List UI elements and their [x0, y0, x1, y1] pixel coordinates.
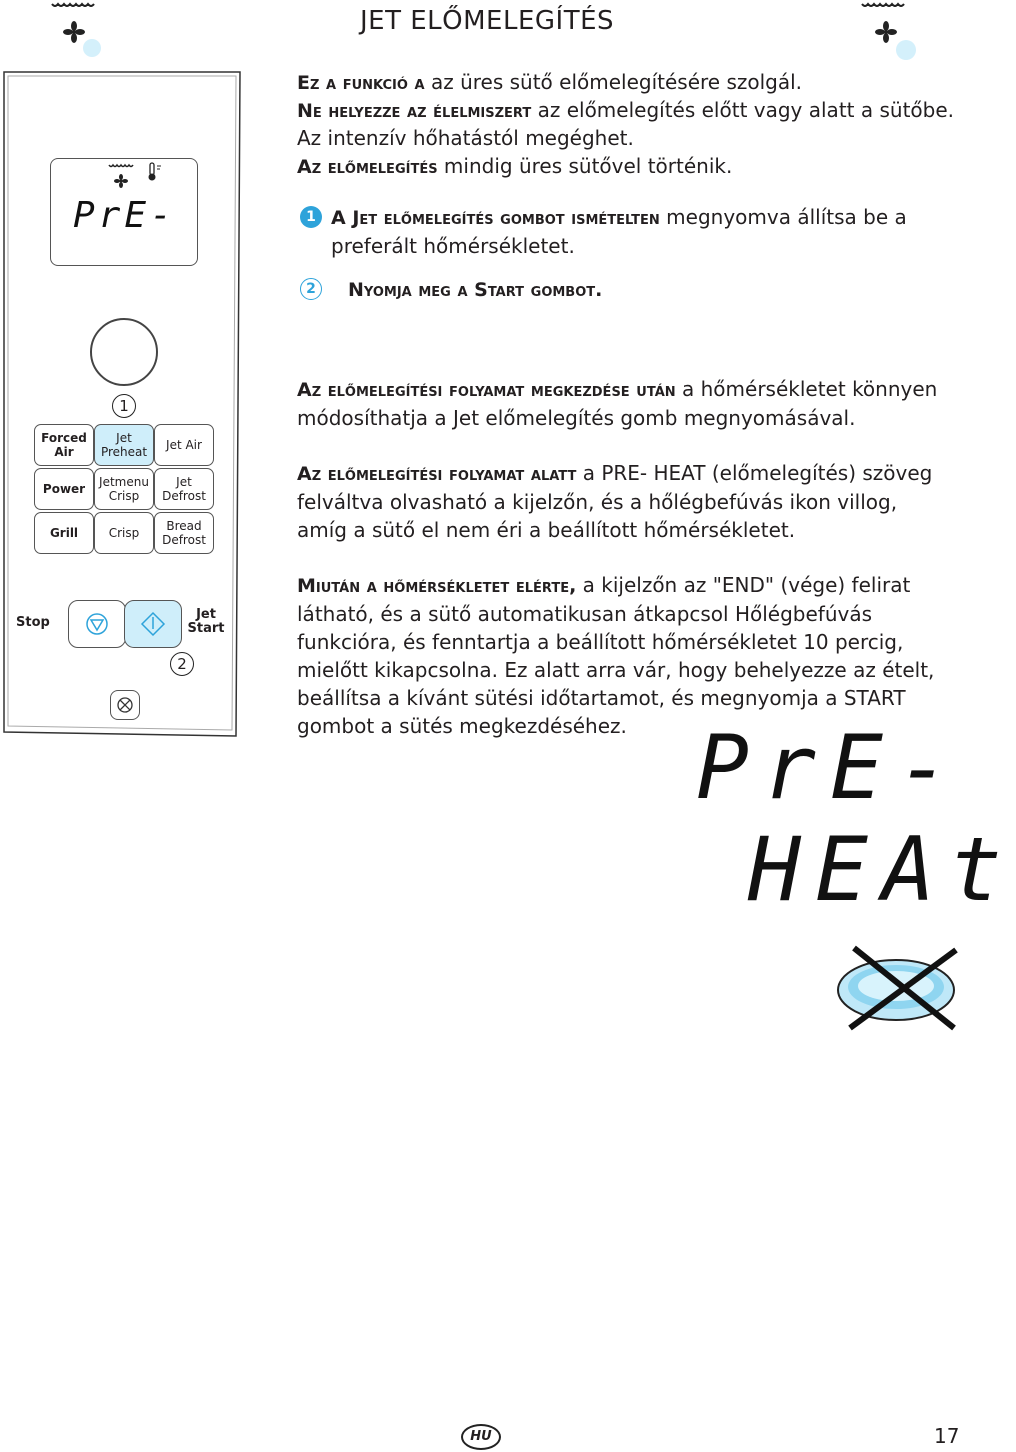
intro-line-3: Az intenzív hőhatástól megéghet.: [297, 126, 634, 150]
control-panel: [2, 70, 242, 736]
power-button[interactable]: Power: [34, 468, 94, 510]
callout-number-2: 2: [170, 652, 194, 676]
step-1-badge: 1: [300, 206, 322, 228]
jet-air-button[interactable]: Jet Air: [154, 424, 214, 466]
jet-start-label: Jet Start: [187, 607, 225, 636]
paragraph-after-temperature: Miután a hőmérsékletet elérte, a kijelzőn az "END" (vége) felirat látható, és a sütő automatikusan átkapcsol Hőlégbefúvás funkcióra, és fenntartja a beállított hőmérsékletet 10 percig, mielőtt kikapcsolna. Ez alatt arra vár, hogy behelyezze az ételt, beállítsa a kívánt sütési időtartamot, és megnyomja a START gombot a sütés megkezdéséhez.: [297, 573, 935, 738]
control-dial[interactable]: [90, 318, 158, 386]
large-display-line-1: PrE-: [696, 716, 964, 819]
page-title: JET ELŐMELEGÍTÉS: [360, 6, 615, 36]
intro-line-1: Ez a funkció a az üres sütő előmelegítésére szolgál.: [297, 70, 803, 94]
fan-icon-right: [860, 0, 930, 70]
bread-defrost-button[interactable]: Bread Defrost: [154, 512, 214, 554]
lock-button[interactable]: [110, 690, 140, 720]
stop-label: Stop: [16, 615, 50, 630]
panel-display-text: PrE-: [73, 195, 176, 236]
intro-line-4: Az előmelegítés mindig üres sütővel történik.: [297, 154, 733, 178]
callout-number-1: 1: [112, 394, 136, 418]
step-1-text: A Jet előmelegítés gombot ismételten megnyomva állítsa be a preferált hőmérsékletet.: [331, 205, 907, 258]
step-2-text: Nyomja meg a Start gombot.: [348, 279, 603, 301]
large-display-line-2: HEAt: [748, 818, 1016, 921]
panel-display: [50, 158, 198, 266]
thermometer-icon: [145, 161, 165, 183]
fan-icon-left: [48, 0, 108, 60]
child-lock-icon: [115, 695, 135, 715]
jet-preheat-button[interactable]: Jet Preheat: [94, 424, 154, 466]
page-number: 17: [934, 1424, 960, 1448]
step-2-badge: 2: [300, 278, 322, 300]
crisp-button[interactable]: Crisp: [94, 512, 154, 554]
grill-button[interactable]: Grill: [34, 512, 94, 554]
language-badge: HU: [461, 1424, 501, 1450]
forced-air-button[interactable]: Forced Air: [34, 424, 94, 466]
stop-button[interactable]: [68, 600, 126, 648]
paragraph-after-start: Az előmelegítési folyamat megkezdése után a hőmérsékletet könnyen módosíthatja a Jet előmelegítés gomb megnyomásával.: [297, 377, 938, 430]
jetmenu-crisp-button[interactable]: Jetmenu Crisp: [94, 468, 154, 510]
down-triangle-icon: [85, 612, 109, 636]
intro-line-2: Ne helyezze az élelmiszert az előmelegítés előtt vagy alatt a sütőbe.: [297, 98, 954, 122]
jet-defrost-button[interactable]: Jet Defrost: [154, 468, 214, 510]
paragraph-during-preheat: Az előmelegítési folyamat alatt a PRE- HEAT (előmelegítés) szöveg felváltva olvasható a kijelzőn, és a hőlégbefúvás ikon villog, amíg a sütő el nem éri a beállított hőmérsékletet.: [297, 461, 933, 542]
start-button[interactable]: [124, 600, 182, 648]
panel-fan-icon: [107, 161, 147, 191]
empty-dish-crossed-icon: [818, 940, 960, 1032]
start-diamond-icon: [140, 611, 166, 637]
